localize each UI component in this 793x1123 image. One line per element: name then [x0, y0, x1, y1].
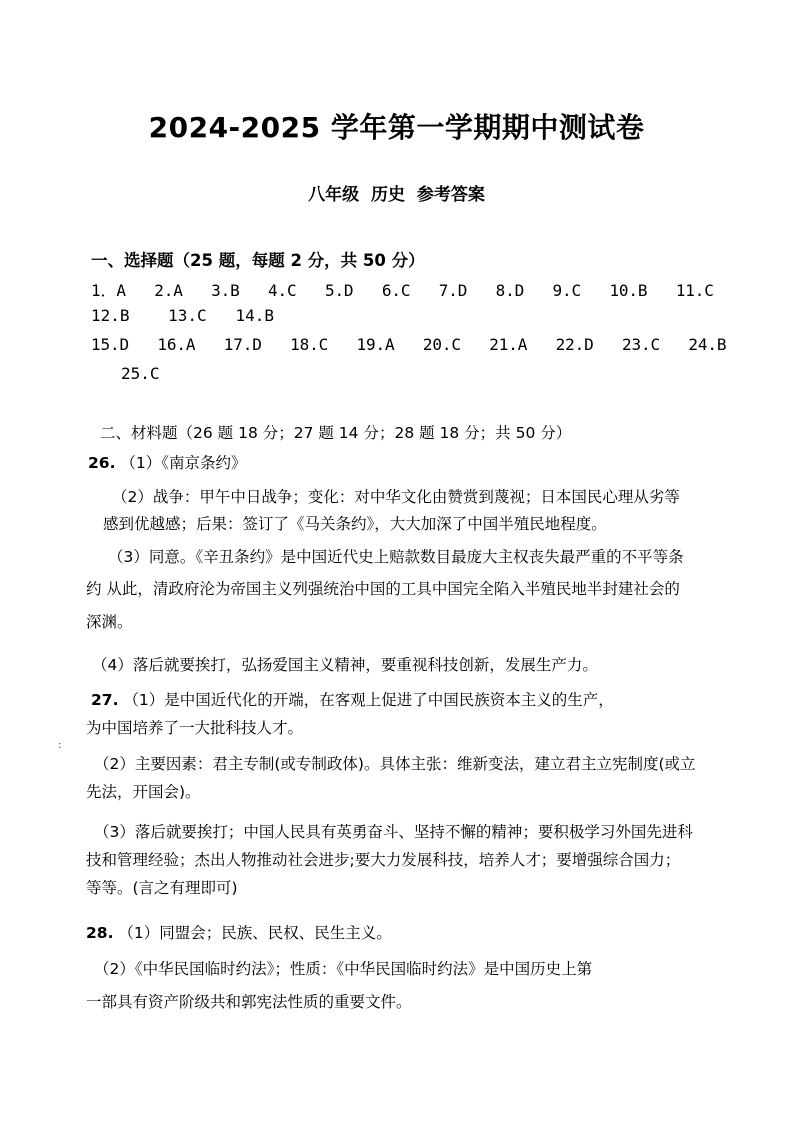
answer-text: （1）是中国近代化的开端，在客观上促进了中国民族资本主义的生产， [123, 691, 614, 709]
question-27-part1-line1 [91, 688, 614, 710]
choice-answers-row: 25.C [121, 364, 160, 383]
document-subtitle: 八年级 历史 参考答案 [308, 185, 485, 205]
question-26-part2-line2: 感到优越感；后果：签订了《马关条约》，大大加深了中国半殖民地程度。 [103, 515, 607, 533]
question-26-part3-line3: 深渊。 [86, 613, 133, 631]
question-number: 28. [86, 924, 114, 942]
question-26-part4: （4）落后就要挨打，弘扬爱国主义精神，要重视科技创新，发展生产力。 [92, 656, 598, 674]
question-27-part1-line2: 为中国培养了一大批科技人才。 [86, 719, 304, 737]
question-number: 27. [91, 691, 119, 709]
document-title: 2024-2025 学年第一学期期中测试卷 [148, 111, 645, 144]
question-26-part3-line1: （3）同意。《辛丑条约》是中国近代史上赔款数目最庞大主权丧失最严重的不平等条 [108, 548, 684, 566]
section1-heading: 一、选择题（25 题，每题 2 分，共 50 分） [91, 251, 425, 270]
question-27-part3-line1: （3）落后就要挨打；中国人民具有英勇奋斗、坚持不懈的精神；要积极学习外国先进科 [94, 823, 693, 841]
question-26-part1 [88, 451, 247, 473]
choice-answers-row: 1．A 2.A 3.B 4.C 5.D 6.C 7.D 8.D 9.C 10.B 11.C [91, 281, 714, 300]
question-28-part1 [86, 921, 392, 943]
choice-answers-row: 12.B 13.C 14.B [91, 306, 275, 325]
answer-text: （1）同盟会；民族、民权、民生主义。 [118, 924, 392, 942]
question-27-part3-line2: 技和管理经验；杰出人物推动社会进步;要大力发展科技，培养人才；要增强综合国力； [86, 851, 681, 869]
question-28-part2-line2: 一部具有资产阶级共和郭宪法性质的重要文件。 [86, 993, 412, 1011]
question-28-part2-line1: （2）《中华民国临时约法》；性质：《中华民国临时约法》是中国历史上第 [94, 960, 593, 978]
question-27-part3-line3: 等等。(言之有理即可) [86, 879, 238, 897]
question-26-part2-line1: （2）战争：甲午中日战争；变化：对中华文化由赞赏到蔑视；日本国民心理从劣等 [112, 488, 680, 506]
question-number: 26. [88, 454, 116, 472]
section2-heading: 二、材料题（26 题 18 分；27 题 14 分；28 题 18 分；共 50 分） [100, 424, 572, 442]
question-27-part2-line1: （2）主要因素：君主专制(或专制政体)。具体主张：维新变法，建立君主立宪制度(或立 [94, 755, 696, 773]
question-26-part3-line2: 约 从此，清政府沦为帝国主义列强统治中国的工具中国完全陷入半殖民地半封建社会的 [86, 580, 680, 598]
margin-mark: : [58, 740, 62, 751]
choice-answers-row: 15.D 16.A 17.D 18.C 19.A 20.C 21.A 22.D 23.C 24.B [91, 335, 727, 354]
question-27-part2-line2: 先法，开国会)。 [86, 783, 201, 801]
answer-text: （1）《南京条约》 [120, 454, 247, 472]
